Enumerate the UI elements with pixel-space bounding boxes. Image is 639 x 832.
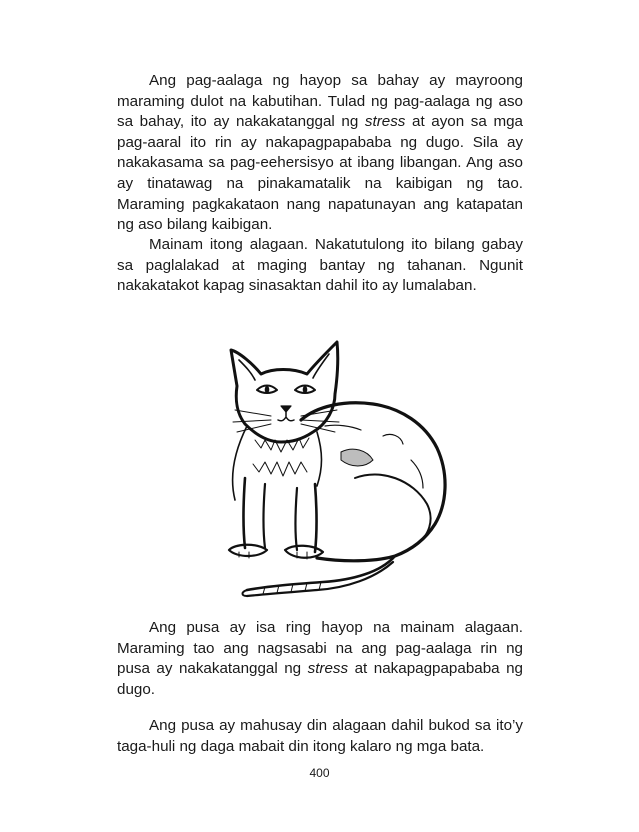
paragraph-cat-benefits xyxy=(117,618,523,700)
emphasis-stress: stress xyxy=(307,660,349,678)
paragraph-text: at nakapagpapababa ng dugo. xyxy=(117,660,523,698)
paragraph-text: at ayon sa mga pag-aaral ito rin ay nakapagpapababa ng dugo. Sila ay nakakasama sa pag-eehersisyo at ibang libangan. Ang aso ay tinatawag na pinakamatalik na kaibigan ng tao. Maraming pagkakataon nang napatunayan ang katapatan ng aso bilang kaibigan. xyxy=(117,113,523,234)
paragraph-text: Mainam itong alagaan. Nakatutulong ito bilang gabay sa paglalakad at maging bantay ng tahanan. Ngunit nakakatakot kapag sinasaktan dahil ito ay lumalaban. xyxy=(117,236,523,295)
paragraph-text: Ang pusa ay isa ring hayop na mainam alagaan. Maraming tao ang nagsasabi na ang pag-aalaga rin ng pusa ay nakakatanggal ng xyxy=(117,619,523,678)
paragraph-text: Ang pusa ay mahusay din alagaan dahil bukod sa ito’y taga-huli ng daga mabait din itong kalaro ng mga bata. xyxy=(117,717,523,755)
paragraph-dog-benefits xyxy=(117,71,523,236)
paragraph-text: Ang pag-aalaga ng hayop sa bahay ay mayroong maraming dulot na kabutihan. Tulad ng pag-aalaga ng aso sa bahay, ito ay nakakatanggal ng xyxy=(117,72,523,131)
page-number: 400 xyxy=(309,766,330,780)
paragraph-cat-care xyxy=(117,716,523,757)
cat-illustration-icon xyxy=(205,328,455,600)
paragraph-dog-care xyxy=(117,235,523,297)
emphasis-stress: stress xyxy=(364,113,406,131)
